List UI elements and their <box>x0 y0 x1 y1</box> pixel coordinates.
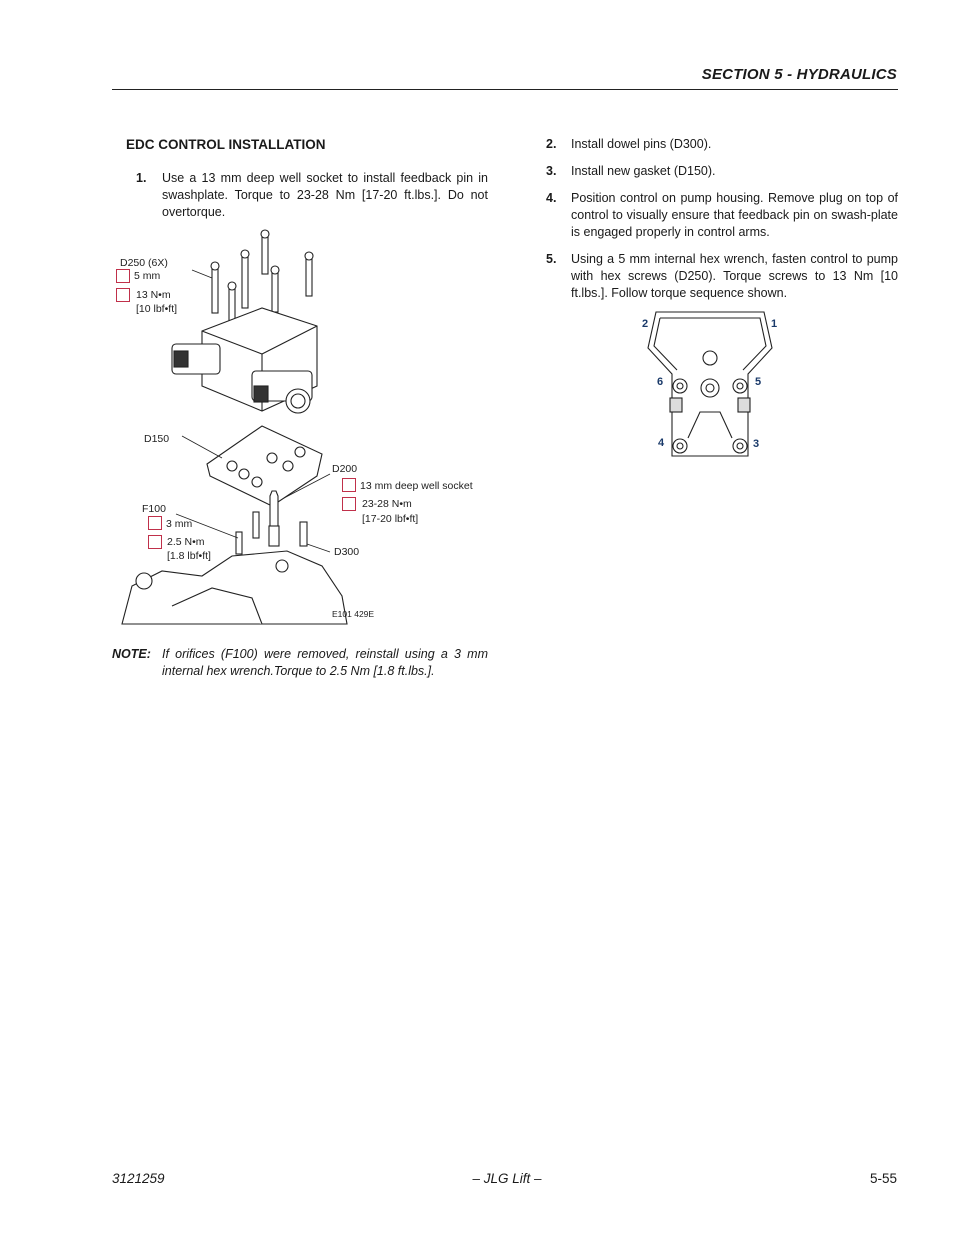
torque-sequence-drawing <box>630 308 790 464</box>
callout-d200-torque-imperial: [17-20 lbf•ft] <box>362 513 419 525</box>
edc-exploded-figure <box>112 226 490 626</box>
torque-wrench-icon <box>116 288 130 302</box>
sequence-label-5: 5 <box>755 376 762 388</box>
callout-d300: D300 <box>334 546 360 558</box>
callout-f100-torque: 2.5 N•m <box>167 536 205 548</box>
hex-socket-icon <box>148 516 162 530</box>
footer-title: – JLG Lift – <box>472 1171 542 1186</box>
note-label: NOTE: <box>112 647 151 661</box>
screw-d250 <box>306 258 312 296</box>
step-2-number: 2. <box>546 137 557 151</box>
step-1-number: 1. <box>136 171 147 185</box>
sequence-label-6: 6 <box>657 376 664 388</box>
header-rule <box>112 89 898 90</box>
callout-d150: D150 <box>144 433 170 445</box>
sequence-label-1: 1 <box>771 318 778 330</box>
gasket-d150 <box>207 426 322 506</box>
callout-d200-tool: 13 mm deep well socket <box>360 480 473 492</box>
step-5-number: 5. <box>546 252 557 266</box>
sequence-label-3: 3 <box>753 438 760 450</box>
step-2 <box>546 136 898 154</box>
callout-d250-torque-imperial: [10 lbf•ft] <box>136 303 178 315</box>
step-1-text: Use a 13 mm deep well socket to install feedback pin in swashplate. Torque to 23-28 Nm [17-20 ft.lbs.]. Do not overtorque. <box>162 171 488 219</box>
step-4-number: 4. <box>546 191 557 205</box>
step-2-text: Install dowel pins (D300). <box>571 137 712 151</box>
feedback-pin-d200 <box>270 491 278 526</box>
step-4 <box>546 190 898 242</box>
sequence-label-4: 4 <box>658 437 665 449</box>
step-5 <box>546 251 898 303</box>
note-text: If orifices (F100) were removed, reinstall using a 3 mm internal hex wrench.Torque to 2.5 Nm [1.8 ft.lbs.]. <box>162 647 488 678</box>
callout-f100: F100 <box>142 503 166 515</box>
section-title: SECTION 5 - HYDRAULICS <box>701 66 897 83</box>
footer-doc-number: 3121259 <box>112 1171 165 1186</box>
step-4-text: Position control on pump housing. Remove plug on top of control to visually ensure that feedback pin on swash-plate is engaged properly in control arms. <box>571 191 898 239</box>
callout-d250-tool: 5 mm <box>134 270 161 282</box>
step-3 <box>546 163 898 181</box>
callout-f100-tool: 3 mm <box>166 518 193 530</box>
callout-d250-torque: 13 N•m <box>136 289 171 301</box>
torque-wrench-icon <box>148 535 162 549</box>
figure-id: E101 429E <box>332 609 375 619</box>
edc-exploded-drawing <box>112 226 490 626</box>
screw-d250 <box>242 256 248 308</box>
page-heading: EDC CONTROL INSTALLATION <box>126 137 326 152</box>
callout-d200: D200 <box>332 463 358 475</box>
hex-socket-icon <box>116 269 130 283</box>
screw-d250 <box>262 236 268 274</box>
hex-socket-icon <box>342 478 356 492</box>
dowel-pin-d300 <box>300 522 307 546</box>
step-5-text: Using a 5 mm internal hex wrench, fasten control to pump with hex screws (D250). Torque screws to 13 Nm [10 ft.lbs.]. Follow torque sequence shown. <box>571 252 898 300</box>
callout-f100-torque-imperial: [1.8 lbf•ft] <box>167 550 211 562</box>
callout-d200-torque: 23-28 N•m <box>362 498 412 510</box>
callout-d250: D250 (6X) <box>120 257 168 269</box>
step-3-text: Install new gasket (D150). <box>571 164 716 178</box>
screw-d250 <box>212 268 218 313</box>
orifice-f100 <box>236 532 242 554</box>
screw-d250 <box>272 272 278 312</box>
torque-sequence-figure <box>630 308 790 464</box>
step-1 <box>136 170 488 222</box>
footer-page-number: 5-55 <box>869 1171 897 1186</box>
torque-wrench-icon <box>342 497 356 511</box>
sequence-label-2: 2 <box>642 318 649 330</box>
step-3-number: 3. <box>546 164 557 178</box>
